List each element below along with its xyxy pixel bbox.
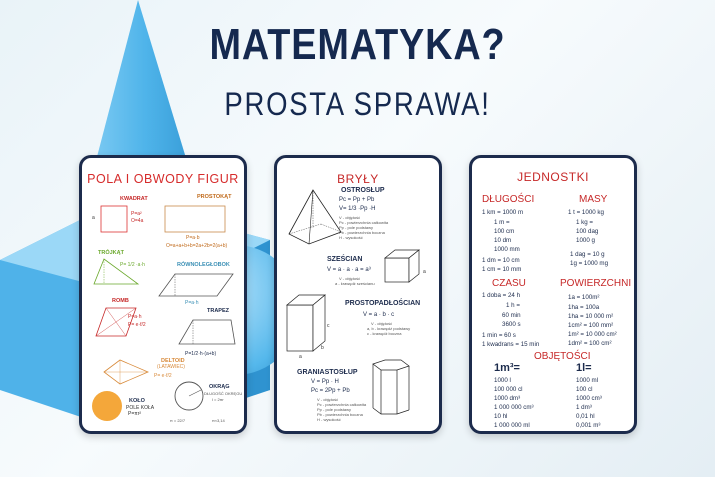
volume-left-2: 100 000 cl [494, 386, 523, 393]
kite-label-2: (LATAWIEC) [157, 364, 185, 370]
rectangle-perimeter-formula: O=a+a+b+b=2a+2b=2(a+b) [166, 243, 228, 249]
cube-volume-formula: V = a · a · a = a³ [327, 267, 371, 273]
cuboid-edge-a-label: a [299, 354, 302, 360]
rectangle-shape [164, 205, 234, 235]
length-line-4: 10 dm [494, 237, 512, 244]
area-line-2: 1ha = 100a [568, 304, 600, 311]
prism-legend-4: Pb - powierzchnia boczna [317, 412, 363, 417]
cuboid-legend-3: c - krawędź boczna [367, 331, 402, 336]
parallelogram-area-formula: P=a·h [185, 300, 199, 306]
page-title: MATEMATYKA? [209, 20, 506, 69]
volume-right-4: 1 dm³ [576, 404, 592, 411]
volume-left-3: 1000 dm³ [494, 395, 521, 402]
square-side-label: a [92, 215, 95, 221]
volume-left-6: 1 000 000 ml [494, 422, 530, 429]
pyramid-legend-5: H - wysokość [339, 235, 363, 240]
area-units-heading: POWIERZCHNI [560, 278, 632, 289]
mass-line-2: 1 kg = [576, 219, 594, 226]
triangle-area-formula: P= 1/2 ·a·h [120, 262, 145, 268]
cube-legend-1: V - objętość [339, 276, 361, 281]
cuboid-edge-b-label: b [321, 345, 324, 351]
mass-units-heading: MASY [579, 194, 608, 205]
square-label: KWADRAT [120, 196, 148, 202]
time-line-4: 3600 s [502, 321, 521, 328]
volume-left-4: 1 000 000 cm³ [494, 404, 534, 411]
time-units-heading: CZASU [492, 278, 526, 289]
circle-outline-shape [173, 380, 209, 416]
rhombus-area-formula-2: P= e·f/2 [128, 322, 146, 328]
volume-right-2: 100 cl [576, 386, 593, 393]
kite-area-formula: P= e·f/2 [154, 373, 172, 379]
card-solids-title: BRYŁY [337, 172, 379, 186]
card-units [469, 155, 637, 434]
time-line-6: 1 kwadrans = 15 min [482, 341, 540, 348]
square-perimeter-formula: O=4a [131, 218, 144, 224]
cuboid-legend-1: V - objętość [371, 321, 393, 326]
volume-right-head: 1l= [576, 362, 592, 374]
mass-line-6: 1g = 1000 mg [570, 260, 609, 267]
prism-legend-3: Pp - pole podstawy [317, 407, 352, 412]
circle-disk-shape [92, 391, 122, 421]
prism-volume-formula: V = Pp · H [311, 379, 339, 385]
pi-fraction: π = 22/7 [170, 418, 186, 423]
length-line-6: 1 dm = 10 cm [482, 257, 520, 264]
prism-shape [365, 358, 413, 420]
volume-units-heading: OBJĘTOŚCI [534, 351, 591, 362]
pyramid-shape [285, 188, 345, 248]
pyramid-surface-formula: Pc = Pp + Pb [339, 197, 375, 203]
pyramid-legend-2: Pc - powierzchnia całkowita [339, 220, 389, 225]
volume-right-5: 0,01 hl [576, 413, 595, 420]
length-line-7: 1 cm = 10 mm [482, 266, 522, 273]
parallelogram-label: RÓWNOLEGŁOBOK [177, 262, 230, 268]
cuboid-edge-c-label: c [327, 323, 330, 329]
rectangle-label: PROSTOKĄT [197, 194, 232, 200]
cuboid-label: PROSTOPADŁOŚCIAN [345, 300, 421, 307]
cuboid-legend-2: a, b - krawędź podstawy [367, 326, 411, 331]
circle-area-label: KOŁO [129, 398, 145, 404]
area-line-5: 1m² = 10 000 cm² [568, 331, 617, 338]
length-line-5: 1000 mm [494, 246, 520, 253]
rhombus-area-formula-1: P=a·h [128, 314, 142, 320]
prism-legend-1: V - objętość [317, 397, 339, 402]
volume-left-1: 1000 l [494, 377, 511, 384]
pyramid-legend-3: Pp - pole podstawy [339, 225, 374, 230]
circumference-label: OKRĄG [209, 384, 230, 390]
pyramid-legend-4: Pb - powierzchnia boczna [339, 230, 385, 235]
volume-right-6: 0,001 m³ [576, 422, 601, 429]
volume-right-3: 1000 cm³ [576, 395, 602, 402]
mass-line-1: 1 t = 1000 kg [568, 209, 604, 216]
card-solids [274, 155, 442, 434]
area-line-3: 1ha = 10 000 m² [568, 313, 614, 320]
area-line-1: 1a = 100m² [568, 294, 600, 301]
mass-line-5: 1 dag = 10 g [570, 251, 605, 258]
cube-edge-label: a [423, 269, 426, 275]
parallelogram-shape [157, 272, 237, 298]
circle-area-formula: P=πr² [128, 411, 142, 417]
circumference-caption: DŁUGOŚĆ OKRĘGU [204, 391, 243, 396]
square-area-formula: P=a² [131, 211, 142, 217]
prism-legend-5: H - wysokość [317, 417, 341, 422]
rhombus-label: ROMB [112, 298, 129, 304]
prism-surface-formula: Pc = 2Pp + Pb [311, 388, 350, 394]
cuboid-volume-formula: V = a · b · c [363, 312, 395, 318]
time-line-2: 1 h = [506, 302, 520, 309]
area-line-4: 1cm² = 100 mm² [568, 322, 614, 329]
length-line-3: 100 cm [494, 228, 515, 235]
kite-label: DELTOID [161, 358, 185, 364]
card-figures [79, 155, 247, 434]
volume-right-1: 1000 ml [576, 377, 599, 384]
length-units-heading: DŁUGOŚCI [482, 194, 535, 205]
trapezoid-label: TRAPEZ [207, 308, 229, 314]
card-figures-title: POLA I OBWODY FIGUR [87, 172, 239, 186]
card-units-title: JEDNOSTKI [517, 170, 589, 184]
cube-label: SZEŚCIAN [327, 256, 363, 263]
mass-line-4: 1000 g [576, 237, 595, 244]
prism-label: GRANIASTOSŁUP [297, 369, 358, 376]
time-line-1: 1 doba = 24 h [482, 292, 521, 299]
volume-left-head: 1m³= [494, 362, 520, 374]
volume-left-5: 10 hl [494, 413, 508, 420]
area-line-6: 1dm² = 100 cm² [568, 340, 612, 347]
trapezoid-area-formula: P=1/2·h·(a+b) [185, 351, 217, 357]
rectangle-area-formula: P=a·b [186, 235, 200, 241]
pyramid-volume-formula: V= 1/3 ·Pp ·H [339, 206, 376, 212]
length-line-2: 1 m = [494, 219, 510, 226]
trapezoid-shape [177, 318, 237, 346]
pi-approx: π≈3,14 [212, 418, 225, 423]
cube-legend-2: a - krawędź sześcianu [335, 281, 375, 286]
time-line-5: 1 min = 60 s [482, 332, 516, 339]
pyramid-label: OSTROSŁUP [341, 187, 385, 194]
triangle-label: TRÓJKĄT [98, 250, 124, 256]
pyramid-legend-1: V - objętość [339, 215, 361, 220]
page-subtitle: PROSTA SPRAWA! [224, 86, 491, 122]
mass-line-3: 100 dag [576, 228, 599, 235]
circumference-formula: l = 2πr [212, 397, 224, 402]
prism-legend-2: Pc - powierzchnia całkowita [317, 402, 367, 407]
length-line-1: 1 km = 1000 m [482, 209, 524, 216]
time-line-3: 60 min [502, 312, 521, 319]
kite-shape [102, 358, 150, 386]
cube-shape [383, 248, 423, 288]
circle-area-caption: POLE KOŁA [126, 405, 155, 411]
